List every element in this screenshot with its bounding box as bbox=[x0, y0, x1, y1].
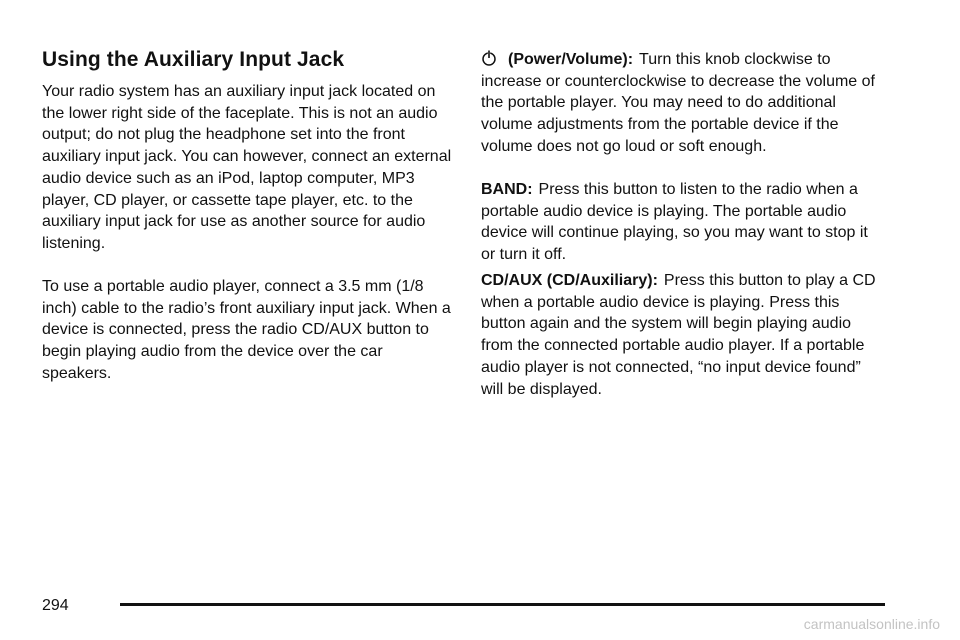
footer-rule bbox=[120, 603, 885, 606]
band-label: BAND: bbox=[481, 181, 533, 198]
power-volume-text: Turn this knob clockwise to increase or counterclockwise to decrease the volume of the portable player. You may need to do additional volume adjustments from the portable device if the volume does not go loud or soft enough. bbox=[481, 51, 875, 155]
cd-aux-paragraph bbox=[481, 270, 886, 400]
intro-paragraph: Your radio system has an auxiliary input jack located on the lower right side of the faceplate. This is not an audio output; do not plug the headphone set into the front auxiliary input jack. You can however, connect an external audio device such as an iPod, laptop computer, MP3 player, CD player, or cassette tape player, etc. to the auxiliary input jack for use as another source for audio listening. bbox=[42, 83, 452, 252]
band-paragraph bbox=[481, 179, 881, 266]
cd-aux-label: CD/AUX (CD/Auxiliary): bbox=[481, 272, 658, 289]
power-volume-label: (Power/Volume): bbox=[508, 51, 634, 68]
band-text: Press this button to listen to the radio when a portable audio device is playing. The portable audio device will continue playing, so you may want to stop it or turn it off. bbox=[481, 181, 868, 264]
page-number: 294 bbox=[42, 597, 69, 614]
cd-aux-text: Press this button to play a CD when a portable audio device is playing. Press this button again and the system will begin playing audio from the connected portable audio player. If a portable audio player is not connected, “no input device found” will be displayed. bbox=[481, 272, 876, 398]
section-heading: Using the Auxiliary Input Jack bbox=[42, 48, 345, 71]
usage-paragraph: To use a portable audio player, connect a 3.5 mm (1/8 inch) cable to the radio’s front auxiliary input jack. When a device is connected, press the radio CD/AUX button to begin playing audio from the device over the car speakers. bbox=[42, 278, 451, 382]
watermark: carmanualsonline.info bbox=[803, 616, 940, 632]
power-volume-paragraph bbox=[481, 49, 891, 158]
power-icon bbox=[481, 50, 497, 66]
